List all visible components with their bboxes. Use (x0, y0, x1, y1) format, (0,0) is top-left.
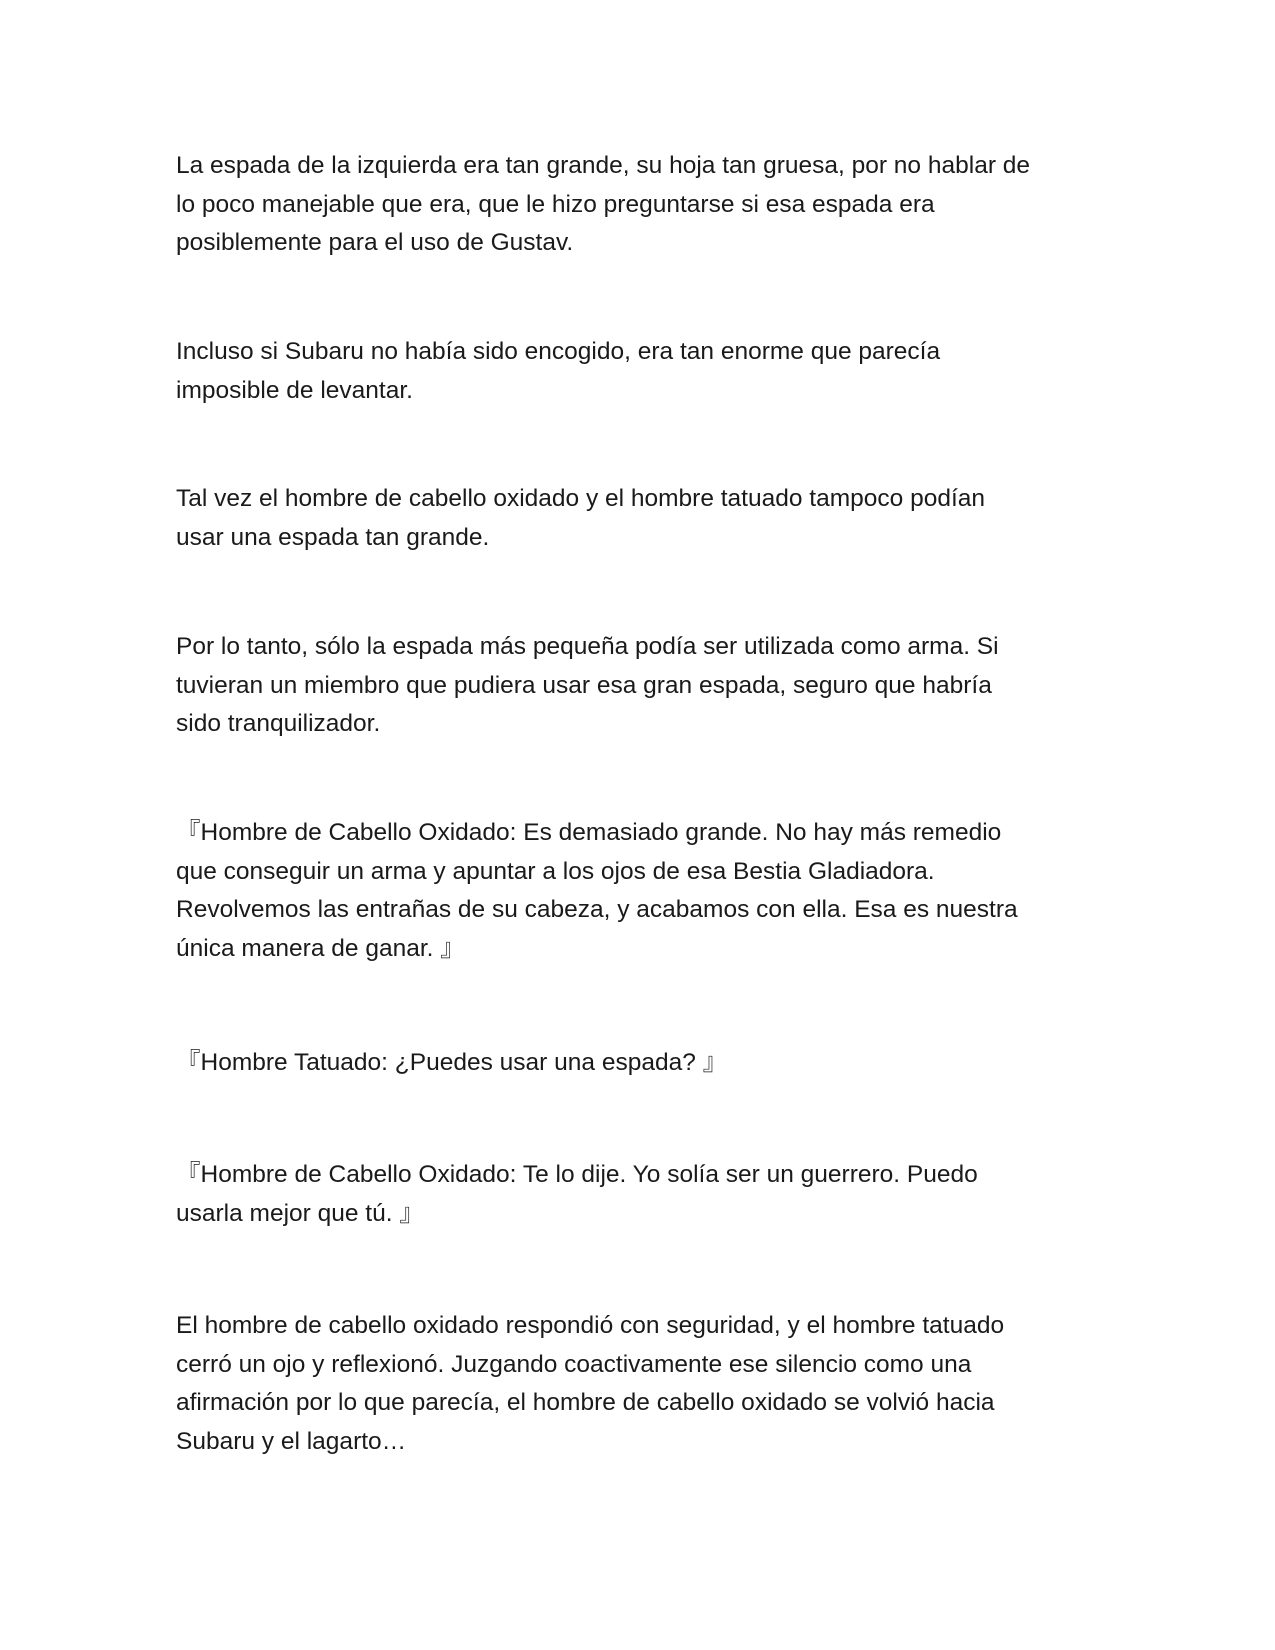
paragraph-7-dialogue (176, 1156, 1116, 1233)
paragraph-1-line-1: La espada de la izquierda era tan grande, su hoja tan gruesa, por no hablar de (176, 152, 1031, 179)
paragraph-2 (176, 333, 1116, 410)
paragraph-8 (176, 1307, 1116, 1461)
paragraph-5-line-1: 『Hombre de Cabello Oxidado: Es demasiado grande. No hay más remedio (176, 819, 1002, 846)
paragraph-4-line-1: Por lo tanto, sólo la espada más pequeña podía ser utilizada como arma. Si (176, 633, 999, 660)
paragraph-5-line-2: que conseguir un arma y apuntar a los ojos de esa Bestia Gladiadora. (176, 857, 935, 885)
paragraph-4 (176, 628, 1116, 744)
paragraph-1 (176, 147, 1116, 263)
paragraph-1-line-3: posiblemente para el uso de Gustav. (176, 229, 574, 256)
paragraph-5-line-3: Revolvemos las entrañas de su cabeza, y acabamos con ella. Esa es nuestra (176, 896, 1018, 923)
paragraph-5-dialogue (176, 814, 1116, 968)
paragraph-8-line-3: afirmación por lo que parecía, el hombre de cabello oxidado se volvió hacia (176, 1389, 995, 1416)
paragraph-2-line-2: imposible de levantar. (176, 376, 413, 404)
paragraph-8-line-2: cerró un ojo y reflexionó. Juzgando coactivamente ese silencio como una (176, 1350, 972, 1378)
paragraph-6-line-1: 『Hombre Tatuado: ¿Puedes usar una espada? 』 (176, 1049, 728, 1076)
paragraph-8-line-4: Subaru y el lagarto… (176, 1427, 407, 1455)
paragraph-4-line-3: sido tranquilizador. (176, 710, 381, 737)
paragraph-5-line-4: única manera de ganar. 』 (176, 934, 465, 962)
paragraph-2-line-1: Incluso si Subaru no había sido encogido, era tan enorme que parecía (176, 338, 941, 365)
paragraph-3-line-1: Tal vez el hombre de cabello oxidado y el hombre tatuado tampoco podían (176, 485, 986, 512)
paragraph-7-line-1: 『Hombre de Cabello Oxidado: Te lo dije. Yo solía ser un guerrero. Puedo (176, 1161, 978, 1188)
paragraph-1-line-2: lo poco manejable que era, que le hizo preguntarse si esa espada era (176, 190, 935, 218)
paragraph-3-line-2: usar una espada tan grande. (176, 523, 490, 551)
paragraph-7-line-2: usarla mejor que tú. 』 (176, 1199, 424, 1227)
paragraph-6-dialogue (176, 1044, 1116, 1083)
paragraph-3 (176, 480, 1116, 557)
paragraph-4-line-2: tuvieran un miembro que pudiera usar esa gran espada, seguro que habría (176, 671, 992, 699)
paragraph-8-line-1: El hombre de cabello oxidado respondió con seguridad, y el hombre tatuado (176, 1312, 1005, 1339)
